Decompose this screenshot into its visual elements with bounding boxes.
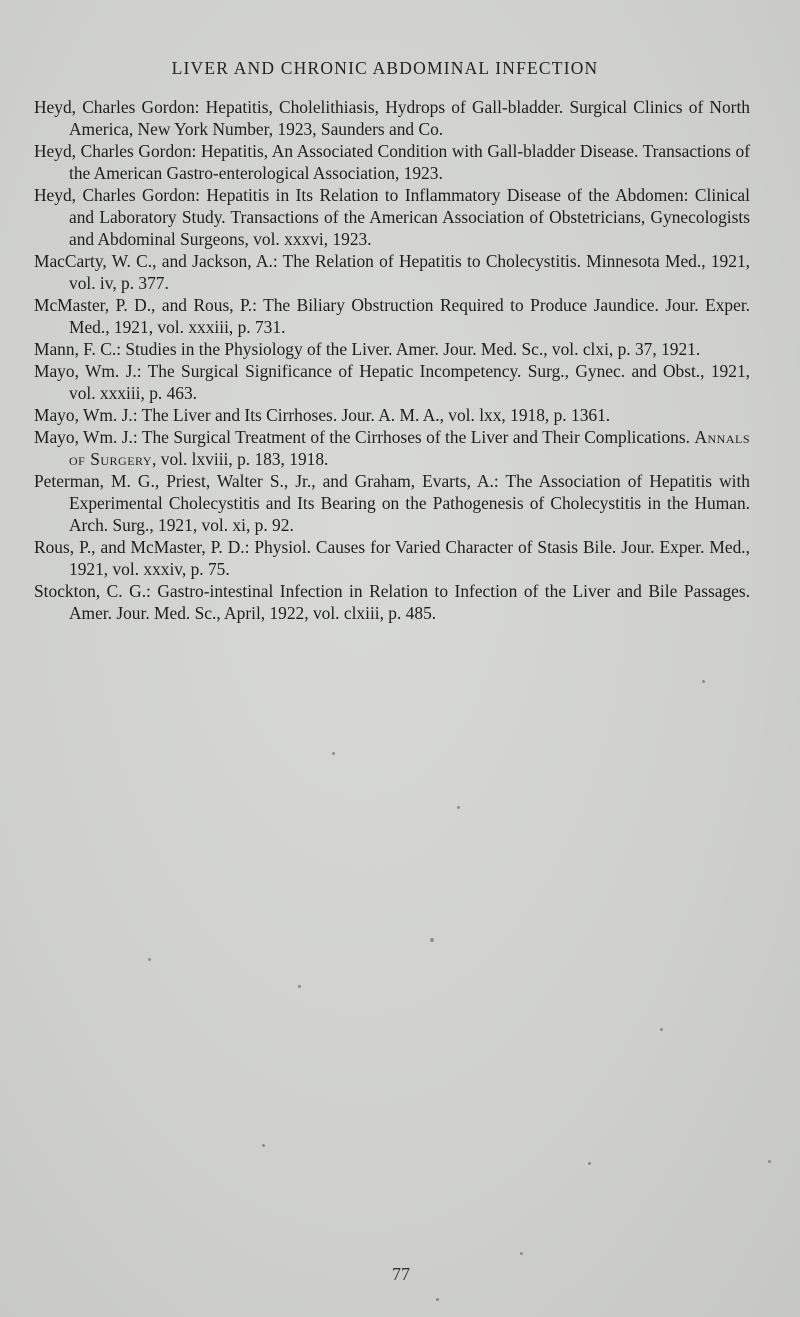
paper-speck [702,680,705,683]
paper-speck [520,1252,523,1255]
running-head-title: LIVER AND CHRONIC ABDOMINAL INFECTION [171,58,599,78]
reference-item: Peterman, M. G., Priest, Walter S., Jr., and Graham, Evarts, A.: The Association of Hepatitis with Experimental Cholecystitis and Its Bearing on the Pathogenesis of Cholecystitis in the Human. Arch. Surg., 1921, vol. xi, p. 92. [34,471,750,535]
reference-list [34,96,750,624]
paper-speck [332,752,335,755]
paper-speck [298,985,301,988]
reference-item: Mann, F. C.: Studies in the Physiology of the Liver. Amer. Jour. Med. Sc., vol. clxi, p. 37, 1921. [34,339,701,359]
paper-speck [588,1162,591,1165]
reference-item: McMaster, P. D., and Rous, P.: The Biliary Obstruction Required to Produce Jaundice. Jour. Exper. Med., 1921, vol. xxxiii, p. 731. [34,295,750,337]
reference-text: Mayo, Wm. J.: The Surgical Treatment of the Cirrhoses of the Liver and Their Complications. [34,427,695,447]
paper-speck [436,1298,439,1301]
page-number: 77 [392,1264,410,1284]
paper-speck [768,1160,771,1163]
reference-item [34,426,750,470]
reference-item: Mayo, Wm. J.: The Surgical Significance of Hepatic Incompetency. Surg., Gynec. and Obst., 1921, vol. xxxiii, p. 463. [34,361,750,403]
paper-speck [262,1144,265,1147]
journal-name: Annals of Surgery [69,427,750,469]
reference-item: Rous, P., and McMaster, P. D.: Physiol. Causes for Varied Character of Stasis Bile. Jour. Exper. Med., 1921, vol. xxxiv, p. 75. [34,537,750,579]
reference-text: , vol. lxviii, p. 183, 1918. [152,449,329,469]
paper-speck [430,938,434,942]
reference-item: Mayo, Wm. J.: The Liver and Its Cirrhoses. Jour. A. M. A., vol. lxx, 1918, p. 1361. [34,405,611,425]
reference-item: MacCarty, W. C., and Jackson, A.: The Relation of Hepatitis to Cholecystitis. Minnesota Med., 1921, vol. iv, p. 377. [34,251,750,293]
reference-item: Stockton, C. G.: Gastro-intestinal Infection in Relation to Infection of the Liver and Bile Passages. Amer. Jour. Med. Sc., April, 1922, vol. clxiii, p. 485. [34,581,750,623]
reference-item: Heyd, Charles Gordon: Hepatitis, An Associated Condition with Gall-bladder Disease. Transactions of the American Gastro-enterological Association, 1923. [34,141,750,183]
reference-item: Heyd, Charles Gordon: Hepatitis, Cholelithiasis, Hydrops of Gall-bladder. Surgical Clinics of North America, New York Number, 1923, Saunders and Co. [34,97,750,139]
paper-speck [660,1028,663,1031]
paper-speck [148,958,151,961]
reference-item: Heyd, Charles Gordon: Hepatitis in Its Relation to Inflammatory Disease of the Abdomen: Clinical and Laboratory Study. Transactions of the American Association of Obstetricians, Gynecologists and Abdominal Surgeons, vol. xxxvi, 1923. [34,185,750,249]
paper-speck [457,806,460,809]
